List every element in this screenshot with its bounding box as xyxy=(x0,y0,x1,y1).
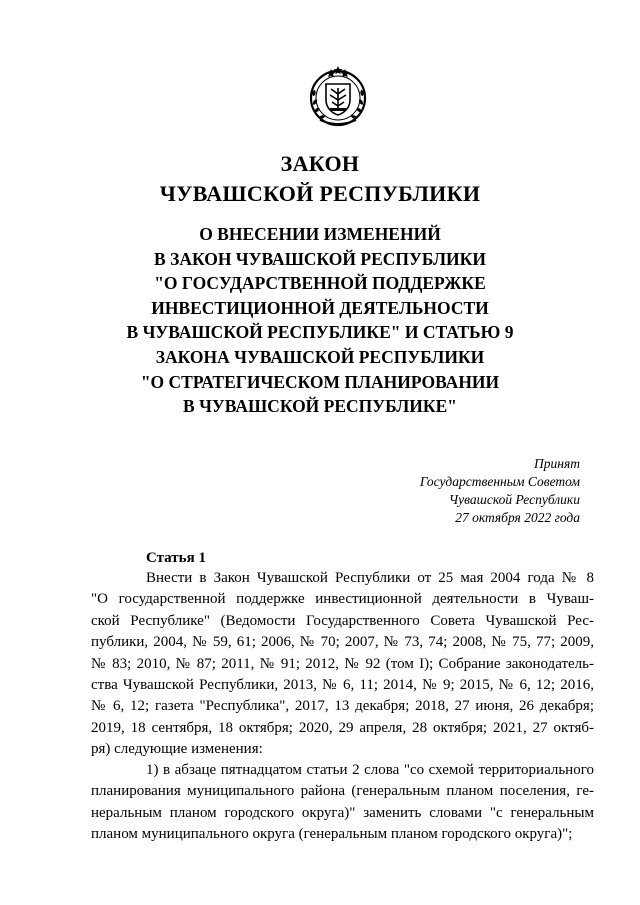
text-line: 2019, 18 сентября, 18 октября; 2020, 29 апреля, 28 октября; 2021, 27 октяб- xyxy=(91,719,594,736)
adoption-line: Государственным Советом xyxy=(419,474,580,489)
law-title: ЗАКОН xyxy=(280,151,360,176)
subtitle-line: "О ГОСУДАРСТВЕННОЙ ПОДДЕРЖКЕ xyxy=(154,273,486,294)
text-line: 1) в абзаце пятнадцатом статьи 2 слова "со схемой территориального xyxy=(146,762,594,778)
text-line: ской Республике" (Ведомости Государственного Совета Чувашской Рес- xyxy=(91,612,594,629)
subtitle-line: ЗАКОНА ЧУВАШСКОЙ РЕСПУБЛИКИ xyxy=(155,346,485,367)
text-line: ства Чувашской Республики, 2013, № 6, 11; 2014, № 9; 2015, № 6, 12; 2016, xyxy=(91,677,594,694)
adoption-line: Чувашской Республики xyxy=(448,492,580,507)
subtitle-line: "О СТРАТЕГИЧЕСКОМ ПЛАНИРОВАНИИ xyxy=(140,371,500,392)
adoption-date: 27 октября 2022 года xyxy=(455,510,580,525)
text-line: публики, 2004, № 59, 61; 2006, № 70; 2007, № 73, 74; 2008, № 75, 77; 2009, xyxy=(91,634,594,651)
coat-of-arms-icon xyxy=(302,64,374,128)
text-line: планом муниципального округа (генеральным планом городского округа)"; xyxy=(91,826,573,843)
law-region-title: ЧУВАШСКОЙ РЕСПУБЛИКИ xyxy=(159,181,481,206)
text-line: № 6, 12; газета "Республика", 2017, 13 декабря; 2018, 27 июня, 26 декабря; xyxy=(91,698,594,715)
adoption-note xyxy=(360,455,580,527)
text-line: № 83; 2010, № 87; 2011, № 91; 2012, № 92 (том I); Собрание законодатель- xyxy=(91,655,594,672)
text-line: Внести в Закон Чувашской Республики от 25 мая 2004 года № 8 xyxy=(146,570,594,586)
article-heading: Статья 1 xyxy=(146,550,206,566)
subtitle-line: В ЧУВАШСКОЙ РЕСПУБЛИКЕ" И СТАТЬЮ 9 xyxy=(126,322,514,343)
subtitle-line: ИНВЕСТИЦИОННОЙ ДЕЯТЕЛЬНОСТИ xyxy=(151,297,489,318)
adoption-line: Принят xyxy=(534,456,580,471)
amendment-item xyxy=(91,760,594,846)
text-line: планирования муниципального района (генеральным планом поселения, ге- xyxy=(91,783,594,800)
text-line: "О государственной поддержке инвестиционной деятельности в Чуваш- xyxy=(91,591,594,608)
text-line: неральным планом городского округа)" заменить словами "с генеральным xyxy=(91,804,594,821)
text-line: ря) следующие изменения: xyxy=(91,741,263,758)
article-paragraph xyxy=(91,568,594,761)
law-subtitle xyxy=(0,222,640,419)
subtitle-line: В ЗАКОН ЧУВАШСКОЙ РЕСПУБЛИКИ xyxy=(154,248,486,269)
subtitle-line: В ЧУВАШСКОЙ РЕСПУБЛИКЕ" xyxy=(183,396,457,417)
subtitle-line: О ВНЕСЕНИИ ИЗМЕНЕНИЙ xyxy=(199,224,441,244)
